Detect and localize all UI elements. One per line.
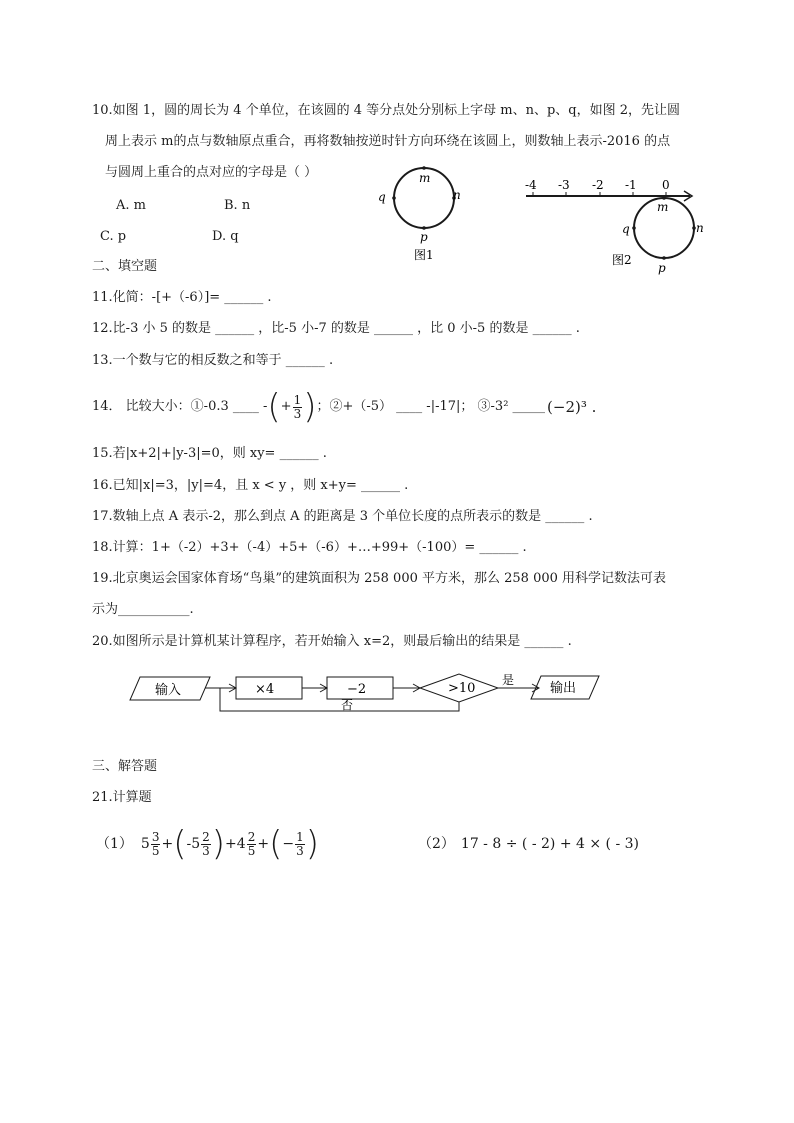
q13: 13.一个数与它的相反数之和等于 ______ .: [92, 353, 334, 368]
flow-yes-label: 是: [502, 673, 515, 687]
flow-gt10-label: >10: [448, 681, 476, 696]
calc2-label: （2）: [418, 836, 455, 852]
calc-2: [418, 836, 639, 852]
fig2-tick-neg3: -3: [558, 178, 570, 192]
q11: 11.化简：-[+（-6）]= ______ .: [92, 290, 272, 305]
flow-no-label: 否: [341, 698, 354, 712]
fig1-label-q: q: [378, 190, 386, 204]
calc1-a-whole: 5: [140, 836, 150, 852]
q14-tail: (−2)³ .: [547, 398, 597, 416]
fig1-caption: 图1: [414, 248, 434, 262]
q19-line2: 示为___________.: [92, 602, 194, 617]
q10-option-a: A. m: [116, 198, 146, 213]
calc1-c-whole: 4: [236, 836, 246, 852]
fig2-tick-neg4: -4: [525, 178, 537, 192]
q17: 17.数轴上点 A 表示-2，那么到点 A 的距离是 3 个单位长度的点所表示的数是 ______ .: [92, 509, 593, 524]
fig2-tick-neg1: -1: [625, 178, 637, 192]
q10-line3: 与圆周上重合的点对应的字母是（ ）: [105, 165, 318, 180]
q10-option-c: C. p: [100, 229, 127, 244]
fig2-label-p: p: [658, 261, 666, 275]
calc1-b-whole: -5: [186, 836, 201, 852]
q10-option-b: B. n: [224, 198, 251, 213]
section-3-heading: 三、解答题: [92, 759, 158, 774]
calc2-expression: 17 - 8 ÷ ( - 2) + 4 × ( - 3): [460, 836, 639, 852]
q12: 12.比-3 小 5 的数是 ______ ，比-5 小-7 的数是 ______ ，比 0 小-5 的数是 ______ .: [92, 321, 580, 336]
q20: 20.如图所示是计算机某计算程序，若开始输入 x=2，则最后输出的结果是 ______ .: [92, 634, 572, 649]
q10-line2: 周上表示 m的点与数轴原点重合，再将数轴按逆时针方向环绕在该圆上，则数轴上表示-2016 的点: [105, 134, 671, 149]
flow-minus2-label: −2: [347, 682, 367, 697]
flowchart: [125, 670, 605, 718]
q14-fraction: $\frac{1}{3}$: [293, 392, 302, 421]
calc-1: （1） 5 $\frac{3}{5}$ + ( -5 $\frac{2}{3}$ ) + 4 $\frac{2}{5}$ + ( − $\frac{1}{3}$ ): [96, 824, 319, 864]
fig2-caption: 图2: [612, 253, 632, 267]
calc1-label: （1）: [96, 836, 133, 852]
fig2-label-q: q: [622, 222, 630, 236]
section-2-heading: 二、填空题: [92, 259, 158, 274]
q21-heading: 21.计算题: [92, 790, 152, 805]
fig1-label-m: m: [419, 171, 431, 185]
fig1-label-p: p: [420, 230, 428, 244]
figure-2-number-line: [518, 176, 714, 280]
flow-output-label: 输出: [550, 681, 577, 696]
q10-option-d: D. q: [212, 229, 239, 244]
fig2-tick-neg2: -2: [592, 178, 604, 192]
q14: 14． 比较大小：①-0.3 ____ - ( + $\frac{1}{3}$ ) ；②+（-5） ____ -|-17|； ③-3² _____ (−2)³ .: [92, 387, 597, 427]
q16: 16.已知|x|=3，|y|=4，且 x < y ，则 x+y= ______ .: [92, 478, 409, 493]
flow-times4-label: ×4: [255, 682, 275, 697]
flow-input-label: 输入: [155, 683, 182, 698]
q10-line1: 10.如图 1，圆的周长为 4 个单位，在该圆的 4 等分点处分别标上字母 m、n、p、q，如图 2，先让圆: [92, 103, 681, 118]
fig2-tick-0: 0: [662, 178, 670, 192]
q14-inner-sign: +: [280, 399, 292, 414]
fig2-label-m: m: [657, 200, 669, 214]
fig1-label-n: n: [453, 188, 461, 202]
fig2-label-n: n: [696, 221, 704, 235]
figure-1-circle: [370, 166, 470, 266]
q14-prefix: 14． 比较大小：①-0.3 ____ -: [92, 399, 268, 414]
q18: 18.计算：1+（-2）+3+（-4）+5+（-6）+…+99+（-100）= ______ .: [92, 540, 527, 555]
q14-mid: ；②+（-5） ____ -|-17|； ③-3² _____: [316, 399, 546, 414]
q19-line1: 19.北京奥运会国家体育场“鸟巢”的建筑面积为 258 000 平方米，那么 258 000 用科学记数法可表: [92, 571, 667, 586]
q15: 15.若|x+2|+|y-3|=0，则 xy= ______ .: [92, 446, 327, 461]
